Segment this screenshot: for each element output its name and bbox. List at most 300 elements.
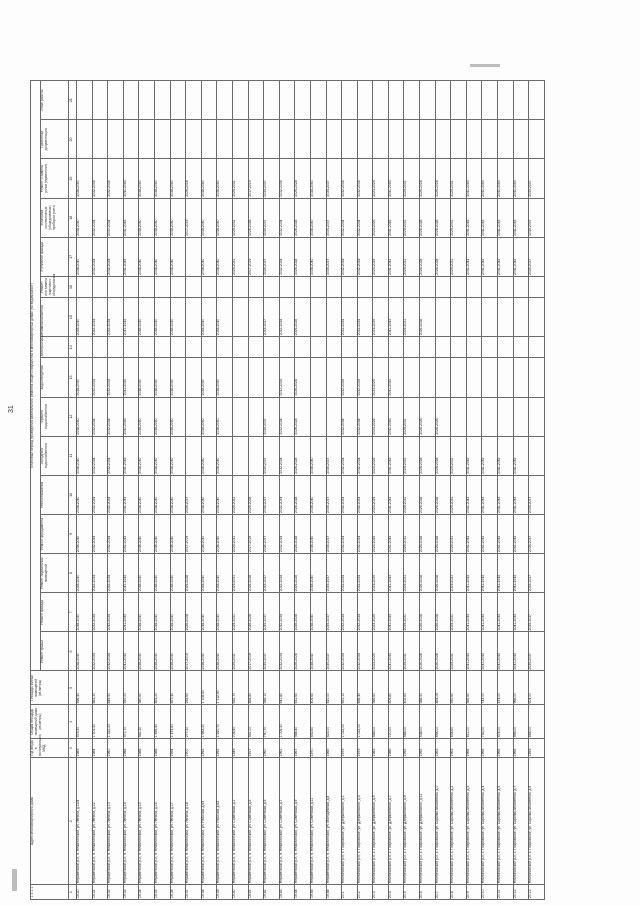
- row-number: 20.4: [388, 885, 404, 900]
- row-period-cell: 2017-2019: [186, 632, 202, 671]
- row-period-cell: [529, 397, 545, 436]
- row-period-cell: [498, 81, 514, 120]
- col-number: 1: [69, 885, 77, 900]
- row-period-cell: 2041-2043: [513, 159, 529, 198]
- row-period-cell: 2038-2040: [139, 436, 155, 475]
- row-period-cell: [139, 276, 155, 297]
- row-period-cell: 2032-2034: [92, 436, 108, 475]
- row-period-cell: [154, 81, 170, 120]
- row-period-cell: [342, 337, 358, 358]
- row-year: 1979: [342, 739, 358, 758]
- header-heat: теплоснабжения: [41, 475, 69, 514]
- row-period-cell: 2038-2040: [170, 632, 186, 671]
- row-period-cell: 2032-2034: [92, 475, 108, 514]
- row-address: Неравенский р-н, п. Нежилинский, ул. Советская, д.11: [310, 758, 326, 885]
- row-period-cell: 2026-2028: [295, 358, 311, 397]
- row-period-cell: 2038-2040: [217, 198, 233, 237]
- row-period-cell: [420, 358, 436, 397]
- row-area-total: 1 332,20: [108, 705, 124, 739]
- row-period-cell: [232, 436, 248, 475]
- row-period-cell: 2026-2028: [295, 632, 311, 671]
- row-period-cell: 2026-2028: [420, 475, 436, 514]
- row-year: 1979: [357, 739, 373, 758]
- row-period-cell: [498, 358, 514, 397]
- row-period-cell: [466, 81, 482, 120]
- row-period-cell: 2032-2034: [342, 198, 358, 237]
- row-period-cell: 2035-2037: [264, 159, 280, 198]
- row-period-cell: [232, 397, 248, 436]
- row-period-cell: [388, 81, 404, 120]
- row-number: 19.40: [232, 885, 248, 900]
- row-address: Неклиновский р-н, с. Покровское, ул. Дзержинского, д.1: [342, 758, 358, 885]
- row-period-cell: 2038-2040: [201, 237, 217, 276]
- row-period-cell: 2035-2037: [529, 198, 545, 237]
- row-period-cell: [513, 120, 529, 159]
- row-year: 1970: [310, 739, 326, 758]
- header-address: Адрес многоквартирного дома: [31, 758, 69, 885]
- row-period-cell: 2041-2043: [123, 475, 139, 514]
- row-period-cell: 2041-2043: [498, 593, 514, 632]
- header-year: Год ввода в эксплуатацию МКД: [31, 739, 69, 758]
- row-period-cell: 2041-2043: [388, 632, 404, 671]
- table-row: [498, 81, 514, 900]
- header-roof: Ремонт крыши: [41, 632, 69, 671]
- row-period-cell: [373, 276, 389, 297]
- row-period-cell: [264, 81, 280, 120]
- col-number: 11: [69, 436, 77, 475]
- header-facade: Ремонт фасада: [41, 593, 69, 632]
- row-period-cell: [170, 337, 186, 358]
- row-area-total: 790,70: [264, 705, 280, 739]
- row-number: 19.34: [139, 885, 155, 900]
- row-period-cell: [404, 120, 420, 159]
- row-period-cell: [435, 358, 451, 397]
- row-area-total: 1 009,30: [279, 705, 295, 739]
- row-period-cell: 2041-2043: [388, 475, 404, 514]
- row-area-living: 366,60: [373, 671, 389, 705]
- row-period-cell: [435, 120, 451, 159]
- row-period-cell: 2038-2040: [201, 632, 217, 671]
- row-period-cell: 2026-2028: [248, 554, 264, 593]
- row-period-cell: 2029-2031: [451, 632, 467, 671]
- row-period-cell: 2041-2043: [482, 159, 498, 198]
- row-period-cell: [482, 397, 498, 436]
- row-period-cell: [295, 337, 311, 358]
- row-area-total: 971,70: [123, 705, 139, 739]
- row-period-cell: [513, 358, 529, 397]
- col-number: 14: [69, 337, 77, 358]
- row-period-cell: 2029-2031: [404, 554, 420, 593]
- row-period-cell: 2032-2034: [92, 514, 108, 553]
- row-period-cell: 2038-2040: [154, 358, 170, 397]
- row-period-cell: 2026-2028: [295, 593, 311, 632]
- row-period-cell: 2032-2034: [108, 475, 124, 514]
- row-area-total: 474,00: [498, 705, 514, 739]
- row-period-cell: 2032-2034: [357, 298, 373, 337]
- row-period-cell: [186, 120, 202, 159]
- row-period-cell: 2029-2031: [232, 475, 248, 514]
- row-period-cell: [232, 81, 248, 120]
- row-period-cell: 2041-2043: [123, 436, 139, 475]
- row-period-cell: 2029-2031: [232, 554, 248, 593]
- row-period-cell: [217, 120, 233, 159]
- row-period-cell: [77, 120, 93, 159]
- row-period-cell: 2038-2040: [170, 593, 186, 632]
- row-period-cell: 2041-2043: [498, 475, 514, 514]
- col-number: 13: [69, 358, 77, 397]
- row-period-cell: [264, 120, 280, 159]
- row-period-cell: [513, 397, 529, 436]
- row-period-cell: [373, 81, 389, 120]
- row-period-cell: [186, 237, 202, 276]
- row-period-cell: 2041-2043: [123, 397, 139, 436]
- row-period-cell: 2032-2034: [357, 198, 373, 237]
- row-number: 19.31: [92, 885, 108, 900]
- header-design: Проектная документация: [41, 120, 69, 159]
- row-period-cell: 2041-2043: [482, 198, 498, 237]
- row-period-cell: 2038-2040: [139, 632, 155, 671]
- row-period-cell: [77, 276, 93, 297]
- row-area-living: 590,60: [451, 671, 467, 705]
- row-period-cell: 2032-2034: [357, 475, 373, 514]
- column-number-row: [69, 81, 77, 900]
- row-period-cell: 2035-2037: [264, 397, 280, 436]
- row-period-cell: 2041-2043: [498, 237, 514, 276]
- row-period-cell: 2029-2031: [451, 198, 467, 237]
- row-period-cell: 2026-2028: [420, 554, 436, 593]
- row-period-cell: [186, 276, 202, 297]
- row-period-cell: 2026-2028: [435, 397, 451, 436]
- row-period-cell: 2038-2040: [217, 514, 233, 553]
- row-period-cell: 2035-2037: [264, 475, 280, 514]
- row-address: Неравенский р-н, п. Нежилинский, ул. Ленина, д.12: [92, 758, 108, 885]
- row-area-total: 1 022,00: [342, 705, 358, 739]
- row-period-cell: 2035-2037: [529, 159, 545, 198]
- row-period-cell: [310, 120, 326, 159]
- row-period-cell: 2026-2028: [420, 593, 436, 632]
- row-period-cell: 2038-2040: [77, 593, 93, 632]
- row-year: 1966: [482, 739, 498, 758]
- table-row: [513, 81, 529, 900]
- row-period-cell: 2029-2031: [232, 237, 248, 276]
- row-period-cell: 2041-2043: [388, 198, 404, 237]
- row-period-cell: [154, 120, 170, 159]
- row-period-cell: 2032-2034: [342, 159, 358, 198]
- header-group-main: Плановый период проведения капитального ремонта общего имущества в многоквартирных домах (по видам работ): [31, 81, 41, 672]
- header-foundation: Ремонт фундамента: [41, 514, 69, 553]
- row-period-cell: 2026-2028: [420, 436, 436, 475]
- row-period-cell: 2029-2031: [404, 237, 420, 276]
- row-period-cell: 2026-2028: [435, 554, 451, 593]
- row-period-cell: [232, 337, 248, 358]
- row-period-cell: 2038-2040: [139, 298, 155, 337]
- row-period-cell: 2032-2034: [108, 436, 124, 475]
- row-area-total: 720,00: [388, 705, 404, 739]
- row-area-living: 641,80: [279, 671, 295, 705]
- table-row: [326, 81, 342, 900]
- row-period-cell: 2032-2034: [279, 554, 295, 593]
- row-period-cell: 2038-2040: [77, 237, 93, 276]
- row-area-total: 541,00: [248, 705, 264, 739]
- row-number: 19.32: [108, 885, 124, 900]
- row-period-cell: 2032-2034: [342, 397, 358, 436]
- row-period-cell: [248, 81, 264, 120]
- row-period-cell: [108, 337, 124, 358]
- row-period-cell: 2038-2040: [201, 554, 217, 593]
- row-period-cell: 2038-2040: [139, 159, 155, 198]
- row-period-cell: [482, 337, 498, 358]
- row-period-cell: 2029-2031: [404, 436, 420, 475]
- row-address: Неравенский р-н, п. Нежилинский, ул. Ленина, д.11/4: [77, 758, 93, 885]
- col-number: 4: [69, 705, 77, 739]
- row-area-living: 464,06: [435, 671, 451, 705]
- row-year: 1992: [201, 739, 217, 758]
- row-period-cell: [326, 81, 342, 120]
- row-year: 1988: [154, 739, 170, 758]
- row-area-living: 609,80: [388, 671, 404, 705]
- row-period-cell: 2017-2019: [248, 632, 264, 671]
- row-period-cell: 2029-2031: [404, 397, 420, 436]
- row-period-cell: 2026-2028: [420, 514, 436, 553]
- col-number: 19: [69, 159, 77, 198]
- row-period-cell: 2026-2028: [186, 593, 202, 632]
- row-period-cell: 2041-2043: [513, 554, 529, 593]
- row-period-cell: 2029-2031: [451, 475, 467, 514]
- row-address: Неравенский р-н, п. Нежилинский, ул. Ленина, д.14: [123, 758, 139, 885]
- row-period-cell: 2038-2040: [217, 397, 233, 436]
- row-period-cell: 2041-2043: [482, 514, 498, 553]
- row-period-cell: 2038-2040: [77, 632, 93, 671]
- row-period-cell: 2038-2040: [201, 358, 217, 397]
- row-period-cell: 2026-2028: [435, 632, 451, 671]
- row-period-cell: 2038-2040: [217, 475, 233, 514]
- row-period-cell: 2038-2040: [310, 198, 326, 237]
- row-period-cell: 2029-2031: [232, 593, 248, 632]
- row-period-cell: [139, 81, 155, 120]
- row-year: 1992: [217, 739, 233, 758]
- row-period-cell: [482, 120, 498, 159]
- row-period-cell: 2029-2031: [404, 298, 420, 337]
- row-period-cell: 2029-2031: [232, 198, 248, 237]
- row-period-cell: [264, 337, 280, 358]
- col-number: 10: [69, 475, 77, 514]
- row-area-living: 596,40: [77, 671, 93, 705]
- row-address: Неравенский р-н, п. Нежилинский, ул. Советская, д.7: [279, 758, 295, 885]
- row-period-cell: 2041-2043: [498, 436, 514, 475]
- row-period-cell: 2038-2040: [217, 436, 233, 475]
- row-number: 19.43: [279, 885, 295, 900]
- table-row: [357, 81, 373, 900]
- row-period-cell: 2032-2034: [279, 298, 295, 337]
- header-stub: 1 3 1 1: [31, 885, 69, 900]
- row-period-cell: 2041-2043: [466, 436, 482, 475]
- row-period-cell: 2032-2034: [92, 159, 108, 198]
- row-period-cell: 2041-2043: [123, 554, 139, 593]
- row-period-cell: 2032-2034: [92, 632, 108, 671]
- row-period-cell: [232, 276, 248, 297]
- row-period-cell: 2041-2043: [123, 198, 139, 237]
- row-period-cell: [123, 81, 139, 120]
- row-period-cell: [420, 120, 436, 159]
- row-year: 1966: [326, 739, 342, 758]
- row-period-cell: [248, 397, 264, 436]
- row-area-total: 664,00: [529, 705, 545, 739]
- row-period-cell: 2041-2043: [513, 198, 529, 237]
- row-period-cell: 2032-2034: [108, 397, 124, 436]
- row-area-total: 1 503,30: [92, 705, 108, 739]
- row-period-cell: [357, 276, 373, 297]
- row-period-cell: 2032-2034: [108, 514, 124, 553]
- row-period-cell: [529, 120, 545, 159]
- table-row: [342, 81, 358, 900]
- row-period-cell: 2035-2037: [264, 554, 280, 593]
- row-number: 19.44: [295, 885, 311, 900]
- row-period-cell: 2041-2043: [123, 298, 139, 337]
- row-period-cell: [310, 337, 326, 358]
- row-area-total: 966,00: [513, 705, 529, 739]
- row-period-cell: 2017-2019: [248, 237, 264, 276]
- row-period-cell: [201, 276, 217, 297]
- row-year: 1983: [373, 739, 389, 758]
- row-period-cell: 2032-2034: [279, 514, 295, 553]
- row-period-cell: 2038-2040: [310, 436, 326, 475]
- row-address: Неклиновский р-н, с. Покровское, ул. Скрипко-Моисеенко, д.1: [435, 758, 451, 885]
- row-period-cell: 2038-2040: [77, 514, 93, 553]
- row-period-cell: 2029-2031: [404, 159, 420, 198]
- row-period-cell: [529, 436, 545, 475]
- row-area-total: 1 474,60: [170, 705, 186, 739]
- row-area-total: 981,30: [139, 705, 155, 739]
- row-period-cell: 2041-2043: [498, 159, 514, 198]
- row-address: Неклиновский р-н, с. Покровское, ул. Скрипко-Моисеенко, д.9: [529, 758, 545, 885]
- row-period-cell: [498, 337, 514, 358]
- row-year: 1966: [498, 739, 514, 758]
- row-period-cell: 2038-2040: [170, 358, 186, 397]
- row-period-cell: 2026-2028: [295, 436, 311, 475]
- row-period-cell: 2038-2040: [77, 554, 93, 593]
- row-period-cell: [201, 81, 217, 120]
- row-period-cell: [326, 358, 342, 397]
- row-period-cell: 2026-2028: [435, 436, 451, 475]
- col-number: 20: [69, 120, 77, 159]
- row-period-cell: 2041-2043: [388, 397, 404, 436]
- row-period-cell: 2041-2043: [388, 358, 404, 397]
- row-period-cell: [310, 276, 326, 297]
- row-period-cell: [108, 276, 124, 297]
- row-period-cell: 2038-2040: [139, 358, 155, 397]
- row-period-cell: 2041-2043: [388, 298, 404, 337]
- row-period-cell: 2035-2037: [264, 198, 280, 237]
- row-period-cell: 2038-2040: [139, 475, 155, 514]
- row-period-cell: 2026-2028: [295, 198, 311, 237]
- row-period-cell: [451, 81, 467, 120]
- row-period-cell: 2038-2040: [77, 397, 93, 436]
- row-period-cell: [232, 358, 248, 397]
- row-period-cell: [123, 337, 139, 358]
- row-period-cell: [154, 276, 170, 297]
- row-period-cell: 2032-2034: [279, 159, 295, 198]
- row-period-cell: 2029-2031: [232, 514, 248, 553]
- row-period-cell: 2041-2043: [123, 358, 139, 397]
- row-period-cell: 2032-2034: [92, 237, 108, 276]
- row-period-cell: 2026-2028: [248, 475, 264, 514]
- row-period-cell: 2032-2034: [279, 237, 295, 276]
- row-period-cell: 2035-2037: [326, 593, 342, 632]
- header-warming: Утепление фасада: [41, 237, 69, 276]
- row-address: Неравенский р-н, п. Нежилинский, ул. Советская, д.1: [232, 758, 248, 885]
- row-period-cell: 2038-2040: [201, 514, 217, 553]
- row-period-cell: [498, 298, 514, 337]
- row-number: 20.3: [373, 885, 389, 900]
- row-period-cell: 2035-2037: [326, 632, 342, 671]
- row-period-cell: [217, 276, 233, 297]
- row-period-cell: 2038-2040: [201, 475, 217, 514]
- row-address: Неравенский р-н, п. Нежилинский, ул. Советская, д.9: [295, 758, 311, 885]
- row-period-cell: 2038-2040: [170, 554, 186, 593]
- row-period-cell: [466, 298, 482, 337]
- row-period-cell: 2035-2037: [529, 632, 545, 671]
- row-period-cell: [357, 337, 373, 358]
- row-period-cell: 2023-2025: [373, 475, 389, 514]
- row-period-cell: [466, 358, 482, 397]
- row-area-living: 863,30: [92, 671, 108, 705]
- row-period-cell: 2029-2031: [451, 593, 467, 632]
- row-address: Неклиновский р-н, с. Покровское, ул. Скрипко-Моисеенко, д.7: [513, 758, 529, 885]
- row-number: 19.30: [77, 885, 93, 900]
- page-number: 31: [8, 405, 15, 413]
- table-row: [77, 81, 93, 900]
- row-period-cell: 2041-2043: [123, 237, 139, 276]
- row-period-cell: [451, 358, 467, 397]
- table-row: [154, 81, 170, 900]
- row-period-cell: [513, 298, 529, 337]
- row-period-cell: 2032-2034: [92, 358, 108, 397]
- row-year: 1967: [295, 739, 311, 758]
- row-period-cell: 2032-2034: [342, 475, 358, 514]
- header-sewer: водоотведения: [41, 358, 69, 397]
- row-area-total: 423,00: [326, 705, 342, 739]
- header-area-total: Общая площадь помещений дома (кв.метры): [31, 705, 69, 739]
- row-period-cell: [342, 120, 358, 159]
- table-row: [420, 81, 436, 900]
- row-year: 1984: [92, 739, 108, 758]
- row-address: Неклиновский р-н, с. Покровское, ул. Скрипко-Моисеенко, д.3: [466, 758, 482, 885]
- row-period-cell: 2026-2028: [420, 159, 436, 198]
- row-number: 20.9: [466, 885, 482, 900]
- row-address: Неравенский р-н, п. Нежилинский, ул. Советская, д.5: [264, 758, 280, 885]
- header-electric: электроснабжения: [41, 337, 69, 358]
- row-address: Неклиновский р-н, с. Покровское, ул. Скрипко-Моисеенко, д.5: [498, 758, 514, 885]
- row-period-cell: [123, 120, 139, 159]
- row-period-cell: [451, 298, 467, 337]
- row-number: 20.13: [529, 885, 545, 900]
- row-period-cell: 2035-2037: [326, 436, 342, 475]
- row-period-cell: 2032-2034: [92, 554, 108, 593]
- row-area-total: 277,20: [186, 705, 202, 739]
- row-period-cell: [404, 276, 420, 297]
- row-period-cell: 2041-2043: [513, 593, 529, 632]
- col-number: 17: [69, 237, 77, 276]
- row-address: Неравенский р-н, п. Нежилинский, ул. Ленина, д.13: [108, 758, 124, 885]
- row-number: 20.8: [451, 885, 467, 900]
- row-period-cell: 2038-2040: [154, 298, 170, 337]
- repair-schedule-table: [30, 80, 545, 900]
- table-row: [108, 81, 124, 900]
- row-period-cell: [326, 397, 342, 436]
- row-period-cell: [498, 397, 514, 436]
- table-row: [373, 81, 389, 900]
- row-period-cell: 2035-2037: [264, 298, 280, 337]
